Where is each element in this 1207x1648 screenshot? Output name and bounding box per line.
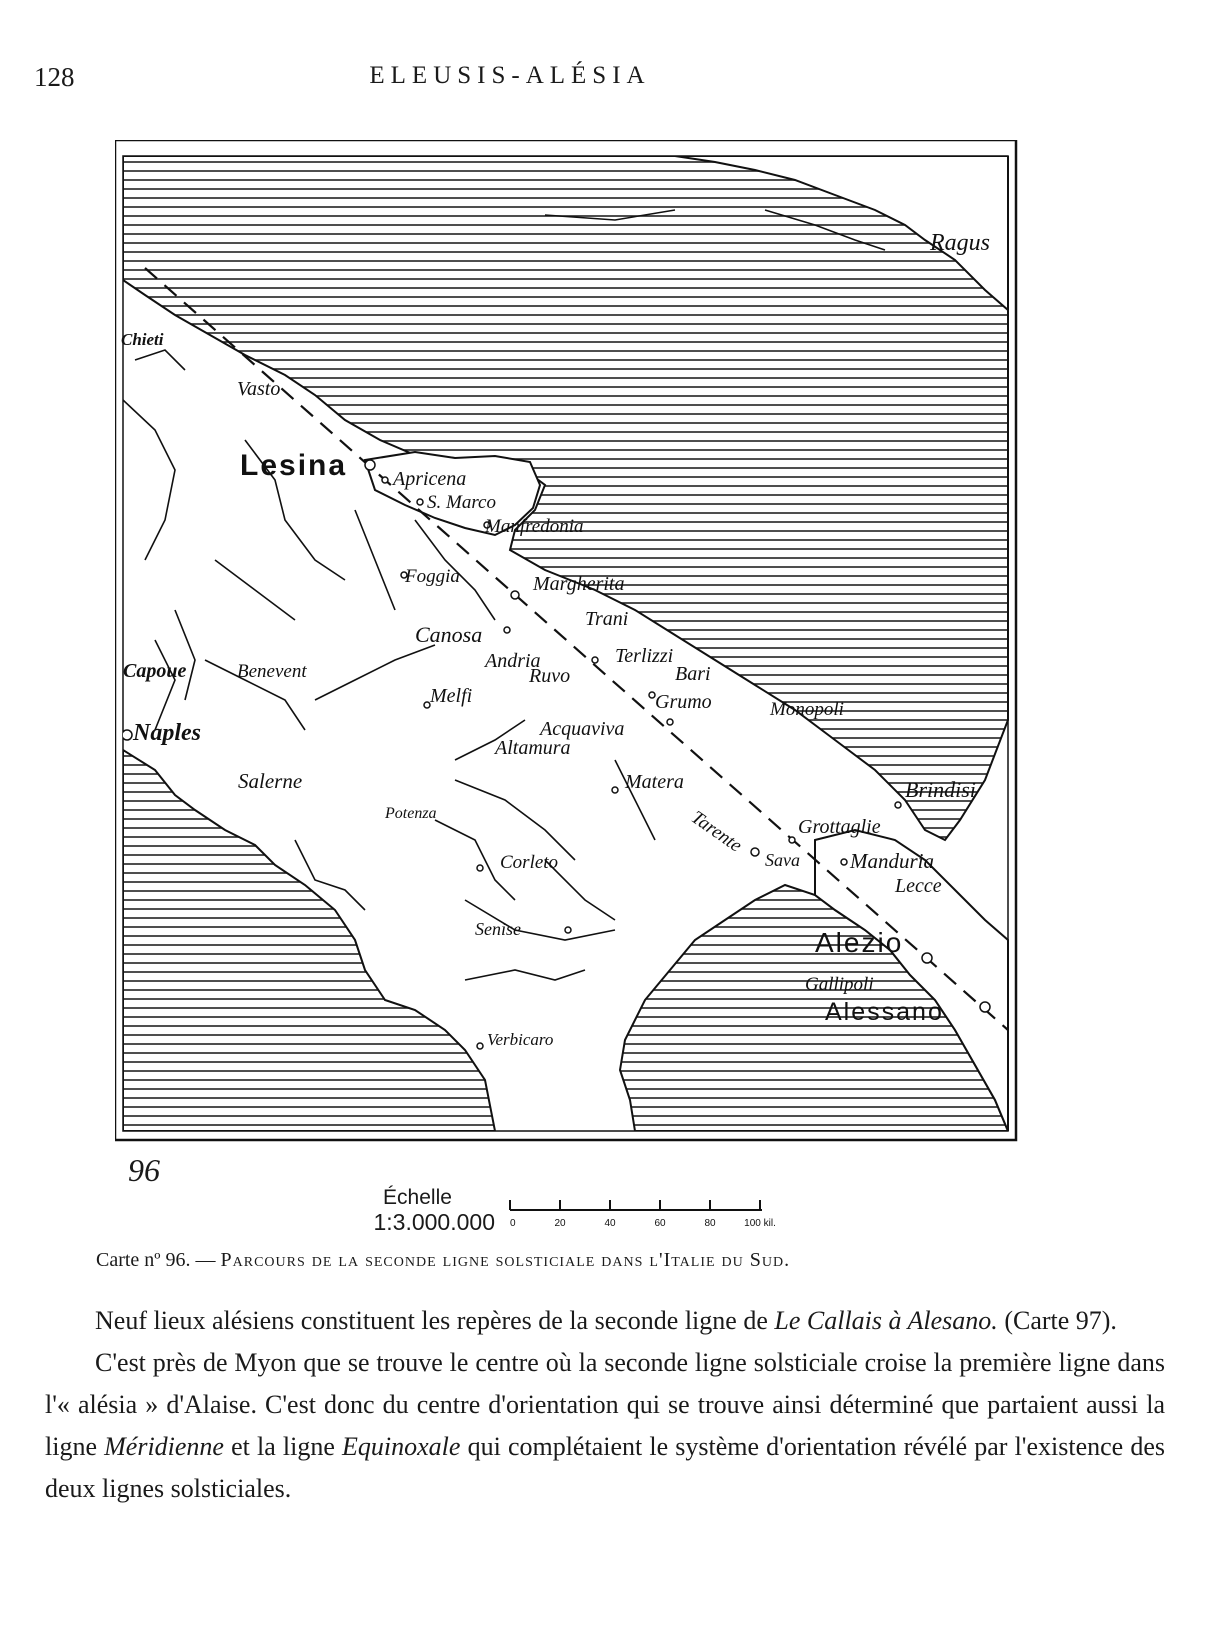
- label-foggia: Foggia: [405, 566, 460, 587]
- label-alessano: Alessano: [825, 998, 944, 1026]
- figure-number: 96: [128, 1152, 160, 1188]
- label-grottaglie: Grottaglie: [798, 816, 881, 838]
- p1-text-a: Neuf lieux alésiens constituent les repères de la seconde ligne de: [95, 1306, 775, 1335]
- label-lesina: Lesina: [240, 449, 348, 482]
- p1-italic: Le Callais à Alesano.: [774, 1306, 998, 1335]
- label-alezio: Alezio: [815, 927, 904, 958]
- label-senise: Senise: [475, 919, 521, 939]
- page-number: 128: [34, 62, 75, 92]
- scale-tick-label: 100 kil.: [744, 1218, 776, 1229]
- label-capoue: Capoue: [123, 660, 187, 682]
- label-naples: Naples: [133, 720, 201, 746]
- scale-title: Échelle: [383, 1186, 452, 1209]
- tyrrhenian-sea: [123, 750, 495, 1131]
- label-manfredonia: Manfredonia: [485, 516, 584, 537]
- label-monopoli: Monopoli: [770, 699, 844, 720]
- paragraph-2: [45, 1342, 1165, 1510]
- label-bari: Bari: [675, 663, 711, 685]
- label-brindisi: Brindisi: [905, 777, 976, 802]
- scale-tick-label: 80: [704, 1218, 716, 1229]
- scale-tick-label: 0: [510, 1218, 516, 1229]
- label-sava: Sava: [765, 850, 800, 870]
- scale-ratio: 1:3.000.000: [373, 1209, 495, 1235]
- scale-tick-label: 40: [604, 1218, 616, 1229]
- label-salerne: Salerne: [238, 769, 303, 793]
- label-manduria: Manduria: [850, 849, 934, 873]
- label-ragusa: Ragus: [930, 230, 990, 256]
- caption-title: Parcours de la seconde ligne solsticiale dans l'Italie du Sud.: [220, 1249, 791, 1271]
- label-tarente: Tarente: [687, 806, 746, 857]
- scale-tick-label: 60: [654, 1218, 666, 1229]
- label-matera: Matera: [625, 771, 684, 793]
- label-benevent: Benevent: [237, 661, 307, 682]
- label-canosa: Canosa: [415, 622, 483, 647]
- p2-text-b: et la ligne: [223, 1432, 343, 1461]
- scale-bar: [500, 1192, 800, 1232]
- label-lecce: Lecce: [895, 875, 942, 897]
- paragraph-1: [45, 1300, 1165, 1342]
- scale-ticks: [510, 1200, 776, 1229]
- label-andria: Andria: [485, 650, 541, 672]
- map-svg: [115, 140, 1090, 1185]
- map-figure: [115, 140, 1090, 1185]
- scale-tick-label: 20: [554, 1218, 566, 1229]
- label-altamura: Altamura: [495, 737, 571, 759]
- p1-text-b: (Carte 97).: [997, 1306, 1117, 1335]
- label-s-marco: S. Marco: [427, 492, 496, 513]
- label-gallipoli: Gallipoli: [805, 974, 874, 995]
- p2-text-c: qui complétaient le système d'orientation révélé par l'existence des deux lignes solsticiales.: [45, 1432, 1165, 1503]
- label-grumo: Grumo: [655, 691, 712, 713]
- caption-prefix: Carte nº 96. —: [96, 1249, 216, 1271]
- label-vasto: Vasto: [237, 378, 281, 400]
- running-title: ELEUSIS-ALÉSIA: [369, 62, 651, 89]
- label-terlizzi: Terlizzi: [615, 645, 674, 667]
- label-potenza: Potenza: [385, 805, 437, 822]
- label-verbicaro: Verbicaro: [487, 1030, 554, 1049]
- label-apricena: Apricena: [393, 468, 467, 490]
- figure-caption: [96, 1249, 790, 1272]
- label-chieti: Chieti: [121, 330, 164, 349]
- p2-italic-2: Equinoxale: [342, 1432, 461, 1461]
- p2-italic-1: Méridienne: [104, 1432, 224, 1461]
- label-acquaviva: Acquaviva: [540, 718, 625, 740]
- label-ruvo: Ruvo: [529, 665, 571, 687]
- label-corleto: Corleto: [500, 852, 559, 873]
- label-trani: Trani: [585, 608, 629, 630]
- scale-legend: [340, 1186, 495, 1234]
- p2-text-a: C'est près de Myon que se trouve le centre où la seconde ligne solsticiale croise la première ligne dans l'« alésia » d'Alaise. C'est donc du centre d'orientation qui se trouve ainsi déterminé que partaient aussi la ligne: [45, 1348, 1165, 1461]
- body-text: [45, 1300, 1165, 1510]
- label-margherita: Margherita: [533, 573, 625, 595]
- label-melfi: Melfi: [430, 685, 473, 707]
